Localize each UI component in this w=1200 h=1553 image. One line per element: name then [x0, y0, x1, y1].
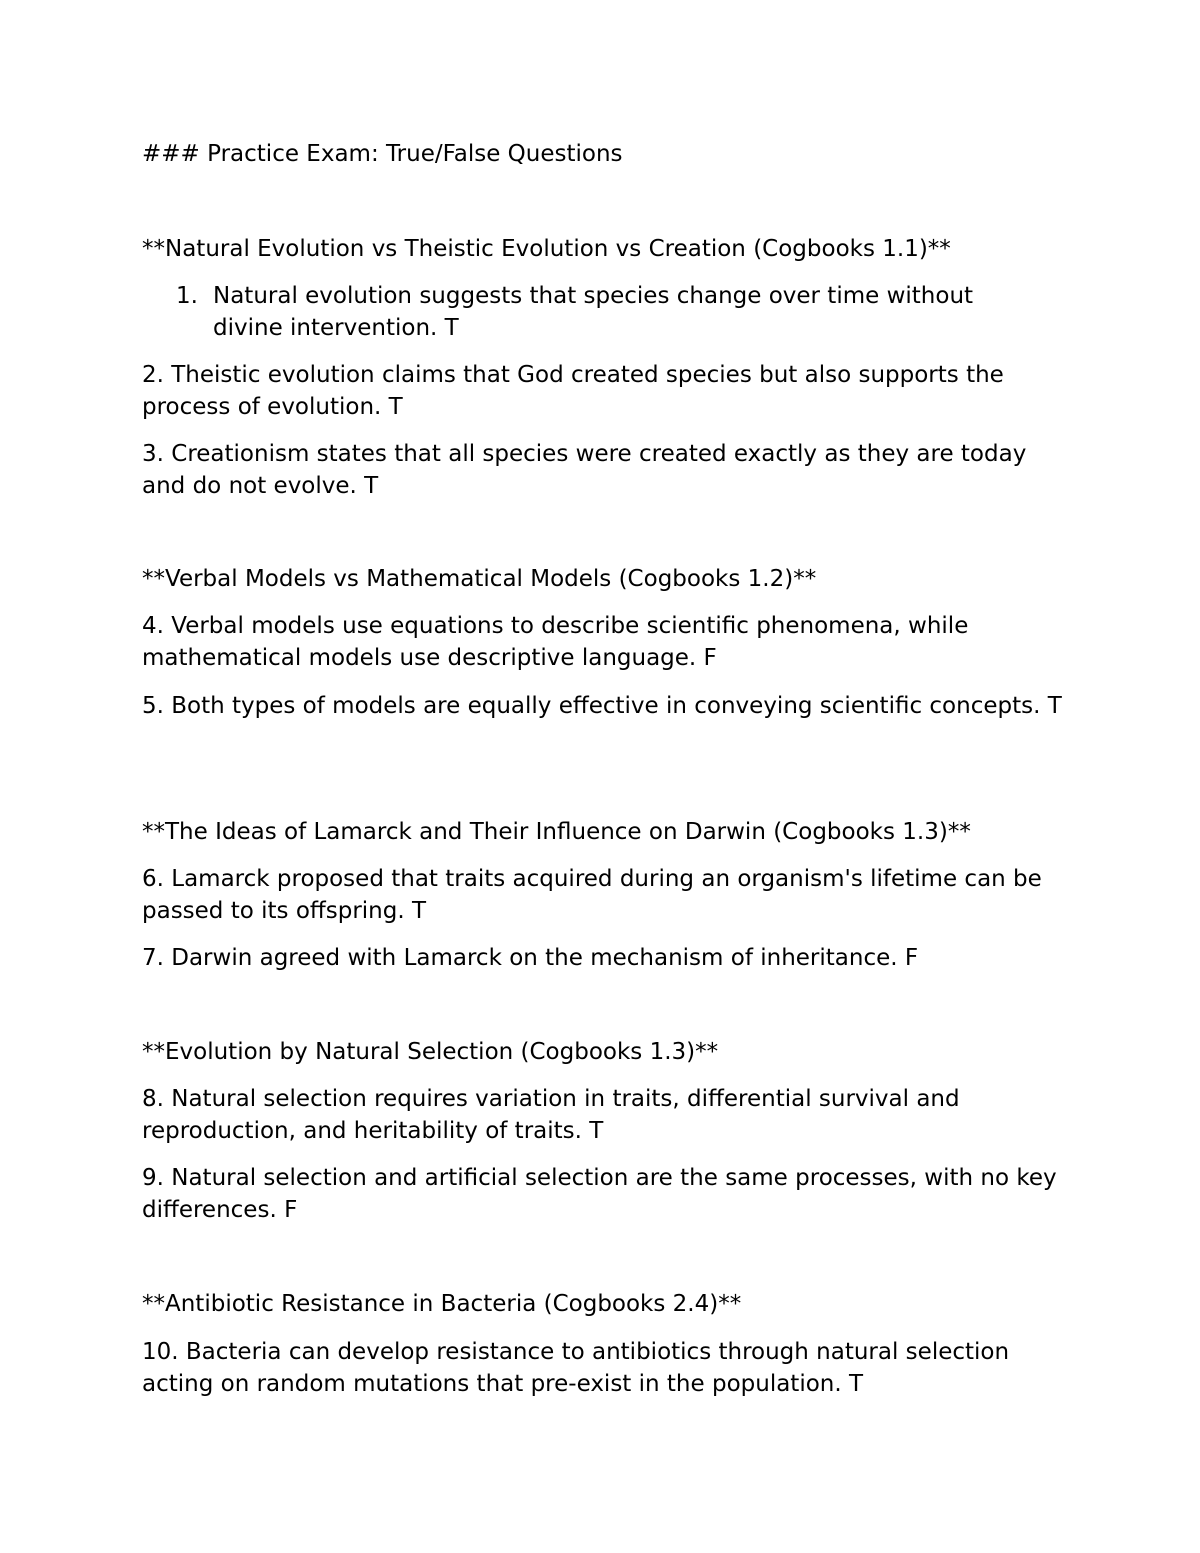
section-heading-lamarck: **The Ideas of Lamarck and Their Influence on Darwin (Cogbooks 1.3)** — [142, 819, 971, 845]
question-item-6: 6. Lamarck proposed that traits acquired during an organism's lifetime can be passed to its offspring. T — [142, 866, 1042, 924]
section-heading-natural-evolution: **Natural Evolution vs Theistic Evolution vs Creation (Cogbooks 1.1)** — [142, 236, 951, 262]
question-item-3: 3. Creationism states that all species were created exactly as they are today and do not evolve. T — [142, 441, 1027, 499]
question-item-8: 8. Natural selection requires variation in traits, differential survival and reproduction, and heritability of traits. T — [142, 1086, 960, 1144]
question-number: 1. — [176, 283, 198, 309]
question-item-7: 7. Darwin agreed with Lamarck on the mechanism of inheritance. F — [142, 945, 919, 971]
question-item-1 — [176, 281, 1016, 344]
section-heading-models: **Verbal Models vs Mathematical Models (Cogbooks 1.2)** — [142, 566, 817, 592]
question-item-2: 2. Theistic evolution claims that God created species but also supports the process of evolution. T — [142, 362, 1004, 420]
question-item-4: 4. Verbal models use equations to describe scientific phenomena, while mathematical models use descriptive language. F — [142, 613, 969, 671]
question-item-9: 9. Natural selection and artificial selection are the same processes, with no key differences. F — [142, 1165, 1057, 1223]
section-heading-antibiotic-resistance: **Antibiotic Resistance in Bacteria (Cogbooks 2.4)** — [142, 1291, 742, 1317]
question-item-10: 10. Bacteria can develop resistance to antibiotics through natural selection acting on random mutations that pre-exist in the population. T — [142, 1339, 1010, 1397]
page-title: ### Practice Exam: True/False Questions — [142, 141, 623, 167]
question-text: Natural evolution suggests that species change over time without divine intervention. T — [213, 283, 974, 341]
question-item-5: 5. Both types of models are equally effective in conveying scientific concepts. T — [142, 693, 1062, 719]
section-heading-natural-selection: **Evolution by Natural Selection (Cogbooks 1.3)** — [142, 1039, 719, 1065]
